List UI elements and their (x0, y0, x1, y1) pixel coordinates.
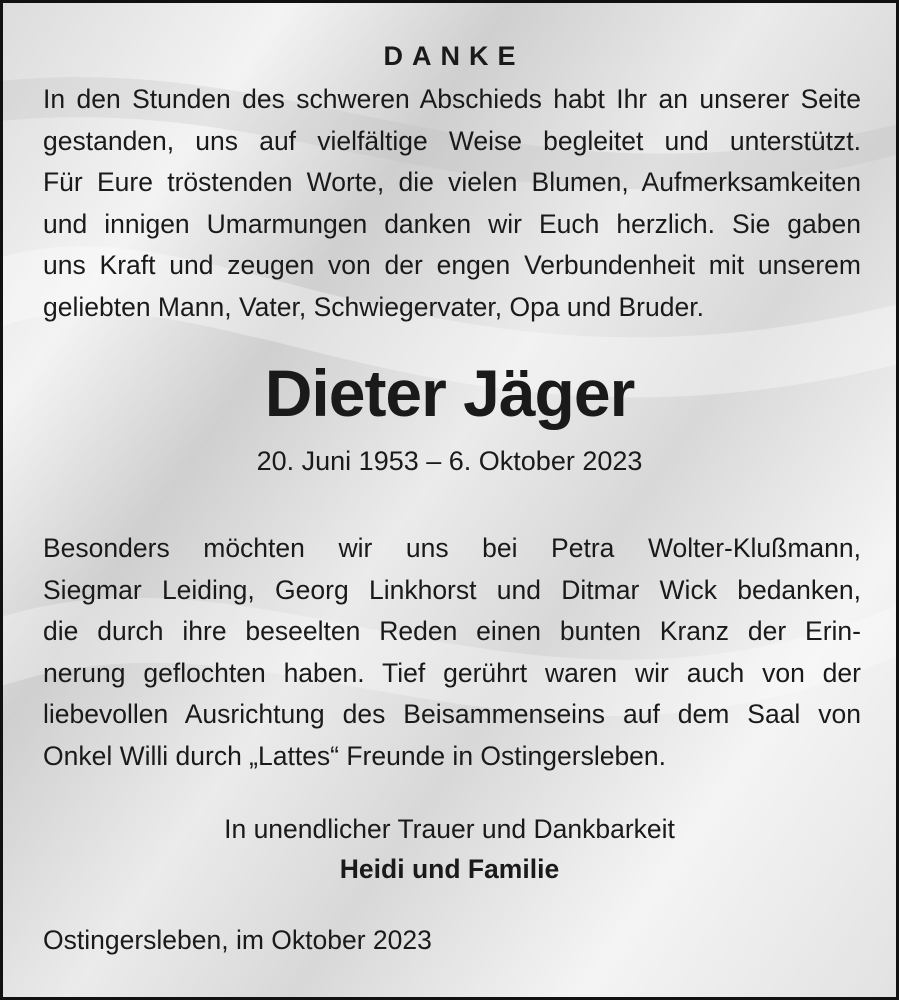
intro-line: In den Stunden des schweren Abschieds habt Ihr an unserer Seite (43, 84, 861, 114)
closing-text: In unendlicher Trauer und Dankbarkeit (224, 814, 675, 844)
life-dates: 20. Juni 1953 – 6. Oktober 2023 (256, 446, 643, 476)
intro-line: gestanden, uns auf vielfältige Weise begleitet und unterstützt. (43, 125, 861, 156)
signers: Heidi und Familie (339, 854, 560, 884)
intro-line: uns Kraft und zeugen von der engen Verbundenheit mit unserem (43, 250, 861, 280)
thanks-paragraph (43, 528, 861, 777)
thanks-line: Besonders möchten wir uns bei Petra Wolter-Klußmann, (43, 533, 861, 563)
thanks-line: Onkel Willi durch „Lattes“ Freunde in Ostingersleben. (43, 740, 667, 771)
intro-line: und innigen Umarmungen danken wir Euch herzlich. Sie gaben (43, 208, 861, 239)
heading: DANKE (383, 41, 525, 71)
thanks-line: Siegmar Leiding, Georg Linkhorst und Ditmar Wick bedanken, (43, 574, 861, 605)
place-date: Ostingersleben, im Oktober 2023 (43, 925, 432, 955)
intro-paragraph (43, 79, 861, 328)
thanks-line: liebevollen Ausrichtung des Beisammenseins auf dem Saal von (43, 699, 861, 729)
deceased-name: Dieter Jäger (264, 356, 635, 430)
closing-block (3, 809, 896, 889)
intro-line: Für Eure tröstenden Worte, die vielen Blumen, Aufmerksamkeiten (43, 167, 861, 197)
thanks-line: nerung geflochten haben. Tief gerührt waren wir auch von der (43, 657, 861, 688)
thanks-line: die durch ihre beseelten Reden einen bunten Kranz der Erin- (43, 616, 861, 646)
intro-line: geliebten Mann, Vater, Schwiegervater, Opa und Bruder. (43, 291, 704, 322)
